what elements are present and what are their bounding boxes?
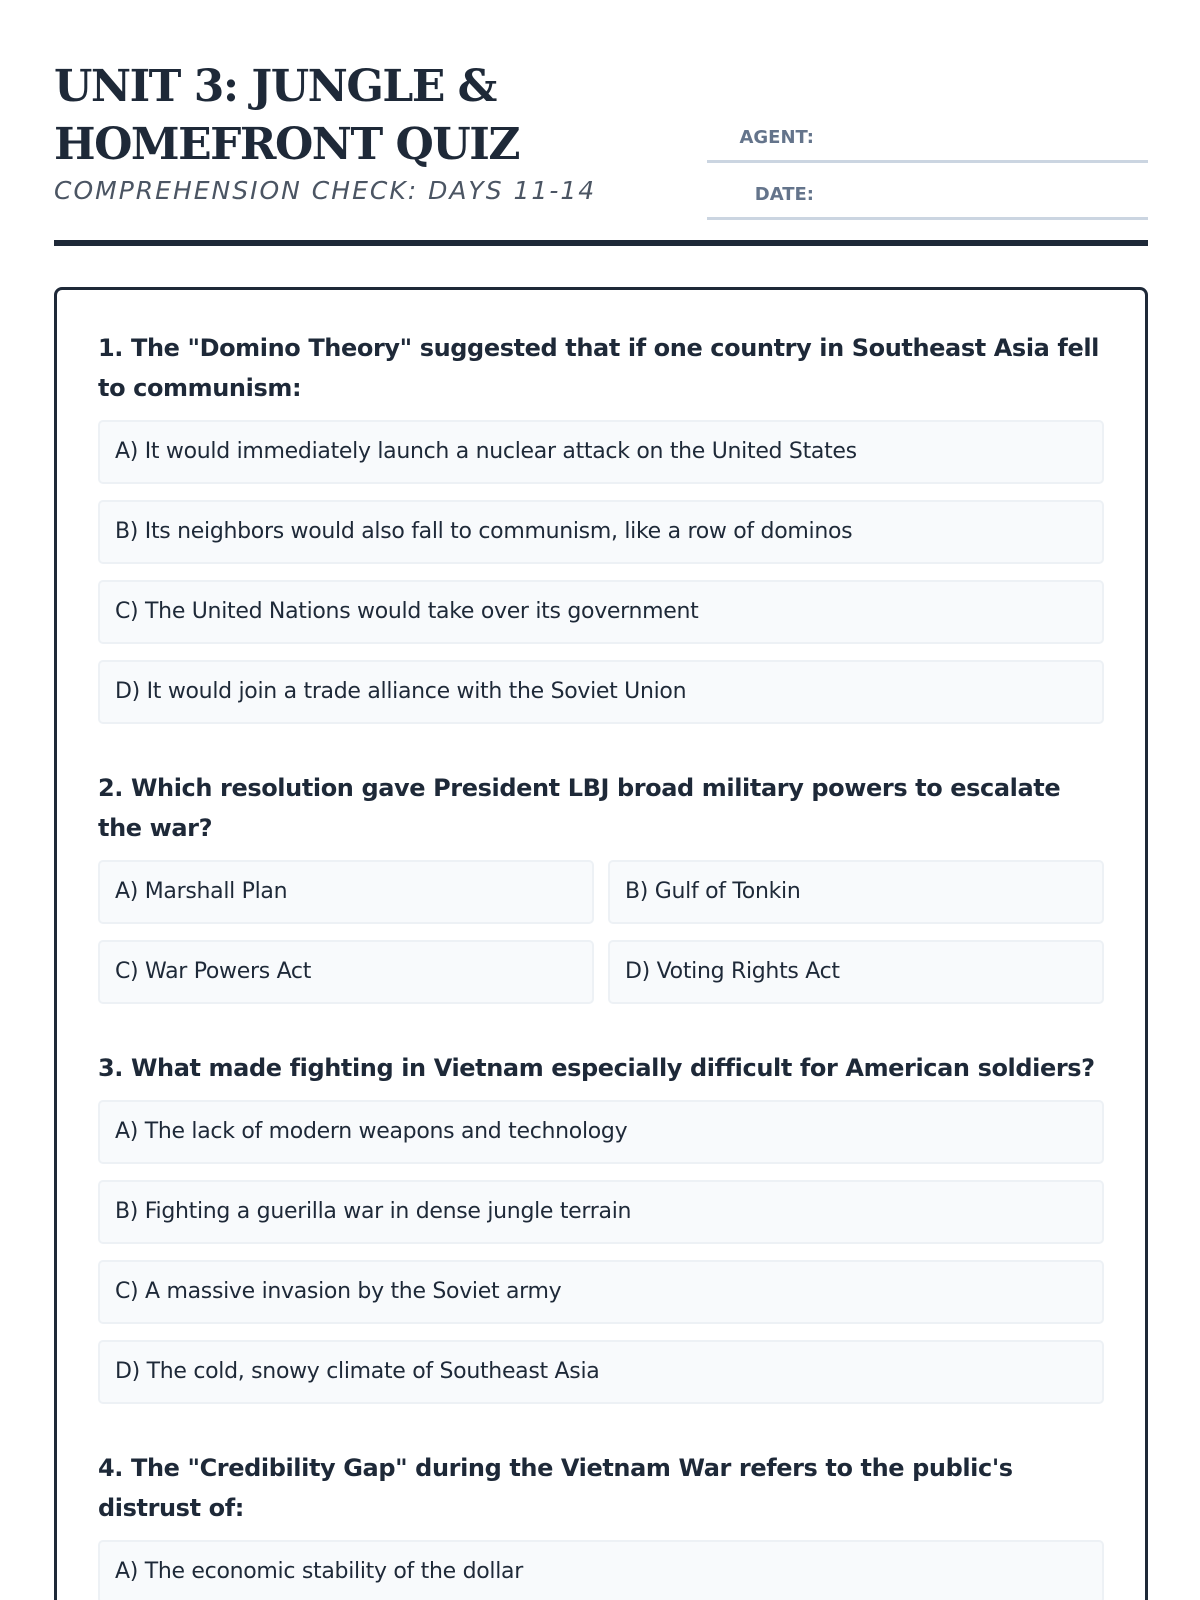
question-3: 3. What made fighting in Vietnam especially difficult for American soldiers? bbox=[98, 1054, 1095, 1082]
agent-label: AGENT: bbox=[739, 127, 814, 148]
question-2-option-b[interactable]: B) Gulf of Tonkin bbox=[608, 860, 1104, 924]
question-2-option-a[interactable]: A) Marshall Plan bbox=[98, 860, 594, 924]
quiz-header bbox=[54, 58, 1148, 246]
question-2: 2. Which resolution gave President LBJ broad military powers to escalate the war? bbox=[98, 774, 1061, 842]
page-subtitle: COMPREHENSION CHECK: DAYS 11-14 bbox=[54, 176, 597, 205]
agent-field[interactable] bbox=[707, 106, 1148, 163]
question-4: 4. The "Credibility Gap" during the Vietnam War refers to the public's distrust of: bbox=[98, 1454, 1013, 1522]
question-2-option-c[interactable]: C) War Powers Act bbox=[98, 940, 594, 1004]
question-1-option-d[interactable]: D) It would join a trade alliance with the Soviet Union bbox=[98, 660, 1104, 724]
question-1-option-c[interactable]: C) The United Nations would take over its government bbox=[98, 580, 1104, 644]
question-3-option-d[interactable]: D) The cold, snowy climate of Southeast Asia bbox=[98, 1340, 1104, 1404]
question-1: 1. The "Domino Theory" suggested that if one country in Southeast Asia fell to communism: bbox=[98, 334, 1099, 402]
date-label: DATE: bbox=[754, 184, 814, 205]
question-3-option-a[interactable]: A) The lack of modern weapons and technology bbox=[98, 1100, 1104, 1164]
student-info-fields bbox=[707, 106, 1148, 220]
question-2-option-d[interactable]: D) Voting Rights Act bbox=[608, 940, 1104, 1004]
question-3-option-b[interactable]: B) Fighting a guerilla war in dense jungle terrain bbox=[98, 1180, 1104, 1244]
question-4-option-a[interactable]: A) The economic stability of the dollar bbox=[98, 1540, 1104, 1600]
page-title: UNIT 3: JUNGLE & HOMEFRONT QUIZ bbox=[54, 61, 519, 170]
question-1-option-b[interactable]: B) Its neighbors would also fall to communism, like a row of dominos bbox=[98, 500, 1104, 564]
question-1-option-a[interactable]: A) It would immediately launch a nuclear attack on the United States bbox=[98, 420, 1104, 484]
quiz-card bbox=[54, 287, 1148, 1600]
question-3-option-c[interactable]: C) A massive invasion by the Soviet army bbox=[98, 1260, 1104, 1324]
date-field[interactable] bbox=[707, 163, 1148, 220]
